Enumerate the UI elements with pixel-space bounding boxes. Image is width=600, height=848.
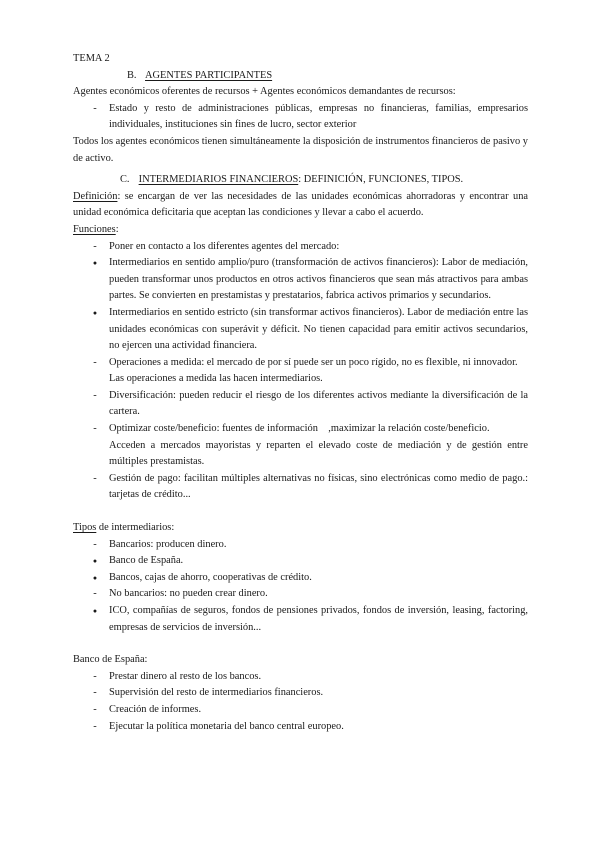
list-item-text: Creación de informes. bbox=[109, 703, 202, 715]
section-b-intro: Agentes económicos oferentes de recursos + Agentes económicos demandantes de recursos: bbox=[73, 86, 456, 98]
dash-marker: - bbox=[93, 472, 97, 484]
dash-marker: - bbox=[93, 102, 97, 114]
list-item-text-continued: Las operaciones a medida las hacen intermediarios. bbox=[109, 373, 323, 385]
section-b-title: AGENTES PARTICIPANTES bbox=[145, 69, 273, 81]
section-c-letter: C. bbox=[120, 174, 130, 186]
paragraph-gap bbox=[73, 636, 528, 652]
section-b-heading bbox=[127, 68, 528, 85]
banco-list bbox=[73, 669, 528, 735]
document-page bbox=[73, 51, 528, 735]
section-b-list bbox=[73, 101, 528, 134]
list-item bbox=[73, 255, 528, 305]
list-item-text: Ejecutar la política monetaria del banco central europeo. bbox=[109, 720, 344, 732]
list-item-text: Estado y resto de administraciones públicas, empresas no financieras, familias, empresarios individuales, instituciones sin fines de lucro, sector exterior bbox=[109, 102, 528, 131]
list-item-text: Operaciones a medida: el mercado de por sí puede ser un poco rígido, no es flexible, ni innovador. bbox=[109, 356, 518, 368]
section-c-title: INTERMEDIARIOS FINANCIEROS bbox=[138, 174, 299, 186]
definicion-paragraph bbox=[73, 189, 528, 222]
funciones-list bbox=[73, 239, 528, 505]
section-c-title-rest: : DEFINICIÓN, FUNCIONES, TIPOS. bbox=[298, 174, 464, 186]
dash-marker: - bbox=[93, 703, 97, 715]
dash-marker: - bbox=[93, 720, 97, 732]
list-item bbox=[73, 101, 528, 134]
list-item bbox=[73, 719, 528, 736]
list-item bbox=[73, 603, 528, 636]
list-item bbox=[73, 421, 528, 471]
list-item bbox=[73, 669, 528, 686]
list-item bbox=[73, 471, 528, 504]
tipos-rest: de intermediarios: bbox=[96, 522, 175, 534]
list-item bbox=[73, 388, 528, 421]
tipos-label: Tipos bbox=[73, 522, 97, 534]
list-item bbox=[73, 239, 528, 256]
dash-marker: - bbox=[93, 687, 97, 699]
list-item-text: Poner en contacto a los diferentes agentes del mercado: bbox=[109, 240, 340, 252]
section-c-heading bbox=[120, 172, 528, 189]
list-item-text: No bancarios: no pueden crear dinero. bbox=[109, 588, 268, 600]
list-item bbox=[73, 685, 528, 702]
funciones-colon: : bbox=[115, 223, 119, 235]
tipos-list bbox=[73, 537, 528, 637]
dash-marker: - bbox=[93, 670, 97, 682]
list-item bbox=[73, 537, 528, 554]
dash-marker: - bbox=[93, 423, 97, 435]
list-item-text: Diversificación: pueden reducir el riesgo de los diferentes activos mediante la diversificación de la cartera. bbox=[109, 389, 528, 418]
dash-marker: - bbox=[93, 240, 97, 252]
list-item-text: Bancos, cajas de ahorro, cooperativas de crédito. bbox=[109, 571, 312, 583]
list-item-text-continued: Acceden a mercados mayoristas y reparten el elevado coste de mediación y de gestión entre múltiples prestamistas. bbox=[109, 439, 528, 468]
list-item-text: Optimizar coste/beneficio: fuentes de información ,maximizar la relación coste/beneficio. bbox=[109, 423, 490, 435]
definicion-label: Definición bbox=[73, 190, 118, 202]
dash-marker: - bbox=[93, 538, 97, 550]
list-item-text: Intermediarios en sentido estricto (sin transformar activos financieros). Labor de mediación entre las unidades económicas con superávit y déficit. No tienen capacidad para emitir activos secundarios, no ejercen una actividad financiera. bbox=[109, 306, 528, 352]
bullet-marker: ● bbox=[92, 259, 98, 268]
bullet-marker: ● bbox=[92, 573, 98, 582]
section-b-letter: B. bbox=[127, 69, 137, 81]
list-item-text: Gestión de pago: facilitan múltiples alternativas no físicas, sino electrónicas como medio de pago.: tarjetas de crédito... bbox=[109, 472, 528, 501]
bullet-marker: ● bbox=[92, 557, 98, 566]
bullet-marker: ● bbox=[92, 308, 98, 317]
list-item-text: ICO, compañías de seguros, fondos de pensiones privados, fondos de inversión, leasing, factoring, empresas de servicios de inversión... bbox=[109, 605, 528, 633]
bullet-marker: ● bbox=[92, 607, 98, 615]
funciones-heading bbox=[73, 222, 528, 239]
list-item-text: Supervisión del resto de intermediarios financieros. bbox=[109, 687, 324, 699]
banco-heading: Banco de España: bbox=[73, 654, 148, 666]
tema-heading: TEMA 2 bbox=[73, 53, 110, 64]
list-item bbox=[73, 305, 528, 355]
tipos-heading bbox=[73, 520, 528, 537]
list-item-text: Intermediarios en sentido amplio/puro (transformación de activos financieros): Labor de mediación, pueden transformar unos productos en otros activos financieros que sean más atractivos para ambas partes. Se convierten en prestamistas y prestatarios, fabrica activos primarios y secundarios. bbox=[109, 257, 528, 302]
list-item bbox=[73, 570, 528, 587]
list-item bbox=[73, 553, 528, 570]
section-b-closing: Todos los agentes económicos tienen simultáneamente la disposición de instrumentos financieros de pasivo y de activo. bbox=[73, 135, 528, 164]
list-item-text: Banco de España. bbox=[109, 555, 184, 567]
list-item bbox=[73, 702, 528, 719]
dash-marker: - bbox=[93, 389, 97, 401]
list-item-text: Prestar dinero al resto de los bancos. bbox=[109, 670, 262, 682]
list-item bbox=[73, 586, 528, 603]
list-item-text: Bancarios: producen dinero. bbox=[109, 538, 227, 550]
dash-marker: - bbox=[93, 588, 97, 600]
definicion-text: : se encargan de ver las necesidades de las unidades económicas ahorradoras y encontrar una unidad económica deficitaria que aceptan las condiciones y llevar a cabo el acuerdo. bbox=[73, 190, 528, 219]
list-item bbox=[73, 355, 528, 388]
dash-marker: - bbox=[93, 356, 97, 368]
funciones-label: Funciones bbox=[73, 223, 116, 235]
paragraph-gap bbox=[73, 504, 528, 520]
